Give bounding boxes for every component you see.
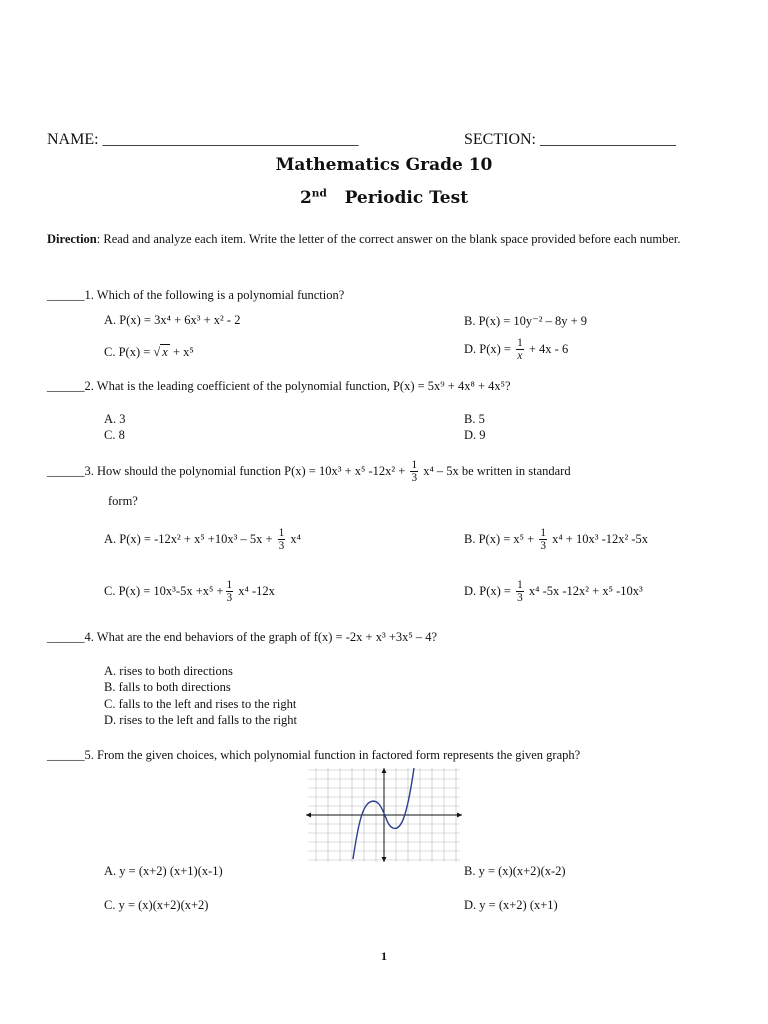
q4-choice-d: D. rises to the left and falls to the right — [104, 713, 298, 727]
x-axis-arrow-left — [306, 813, 311, 818]
q5-choice-a: A. y = (x+2) (x+1)(x-1) — [104, 864, 223, 878]
q5-choice-c: C. y = (x)(x+2)(x+2) — [104, 898, 209, 912]
radical-sign: √ x — [153, 345, 168, 359]
question-2: ______2. What is the leading coefficient of the polynomial function, P(x) = 5x⁹ + 4x⁸ + 4x⁵? — [47, 379, 511, 393]
q4-choice-c: C. falls to the left and rises to the right — [104, 697, 297, 711]
y-axis-arrow-up — [382, 768, 387, 773]
question-4: ______4. What are the end behaviors of the graph of f(x) = -2x + x³ +3x⁵ – 4? — [47, 630, 438, 644]
question-5: ______5. From the given choices, which polynomial function in factored form represents the given graph? — [47, 748, 581, 762]
q3-choice-c: C. P(x) = 10x³-5x +x⁵ + $\frac{1}{3}$ x⁴ -12x — [104, 579, 275, 605]
fraction: $\frac{1}{3}$ — [517, 579, 523, 605]
question-1: ______1. Which of the following is a polynomial function? — [47, 288, 345, 302]
fraction: $\frac{1}{3}$ — [540, 527, 546, 553]
section-field-label: SECTION: _________________ — [464, 131, 676, 148]
q3-choice-a: A. P(x) = -12x² + x⁵ +10x³ – 5x + $\frac{1}{3}$ x⁴ — [104, 527, 302, 553]
fraction: $\frac{1}{x}$ — [517, 337, 523, 363]
fraction: $\frac{1}{3}$ — [278, 527, 285, 553]
page-subtitle: 2nd Periodic Test — [299, 187, 469, 208]
question-3: ______3. How should the polynomial function P(x) = 10x³ + x⁵ -12x² + $\frac{1}{3}$ x⁴ – 5x be written in standard — [47, 459, 571, 485]
q3-choice-b: B. P(x) = x⁵ + $\frac{1}{3}$ x⁴ + 10x³ -12x² -5x — [464, 527, 649, 553]
q4-choice-a: A. rises to both directions — [104, 664, 233, 678]
x-axis-arrow-right — [457, 813, 462, 818]
q4-choice-b: B. falls to both directions — [104, 680, 231, 694]
q1-choice-d: D. P(x) = $\frac{1}{x}$ + 4x - 6 — [464, 337, 569, 363]
direction-paragraph — [47, 229, 720, 249]
q2-choice-a: A. 3 — [104, 412, 126, 426]
direction-text: : Read and analyze each item. Write the letter of the correct answer on the blank space provided before each number. — [96, 232, 681, 246]
q1-choice-b: B. P(x) = 10y⁻² – 8y + 9 — [464, 314, 588, 328]
q2-choice-c: C. 8 — [104, 428, 125, 442]
q1-choice-c: C. P(x) = √ x + x⁵ — [104, 345, 194, 359]
y-axis-arrow-down — [382, 857, 387, 862]
q3-choice-d: D. P(x) = $\frac{1}{3}$ x⁴ -5x -12x² + x⁵ -10x³ — [464, 579, 643, 605]
direction-label: Direction — [47, 232, 97, 246]
q5-choice-d: D. y = (x+2) (x+1) — [464, 898, 558, 912]
page-number: 1 — [381, 949, 387, 963]
q5-choice-b: B. y = (x)(x+2)(x-2) — [464, 864, 566, 878]
fraction: $\frac{1}{3}$ — [411, 459, 418, 485]
fraction: $\frac{1}{3}$ — [226, 579, 233, 605]
polynomial-graph — [304, 766, 464, 862]
name-field-label: NAME: ________________________________ — [47, 131, 359, 148]
question-3-line-2: form? — [108, 494, 138, 508]
q2-choice-d: D. 9 — [464, 428, 486, 442]
page-title: Mathematics Grade 10 — [275, 155, 493, 175]
q1-choice-a: A. P(x) = 3x⁴ + 6x³ + x² - 2 — [104, 313, 241, 327]
q2-choice-b: B. 5 — [464, 412, 485, 426]
